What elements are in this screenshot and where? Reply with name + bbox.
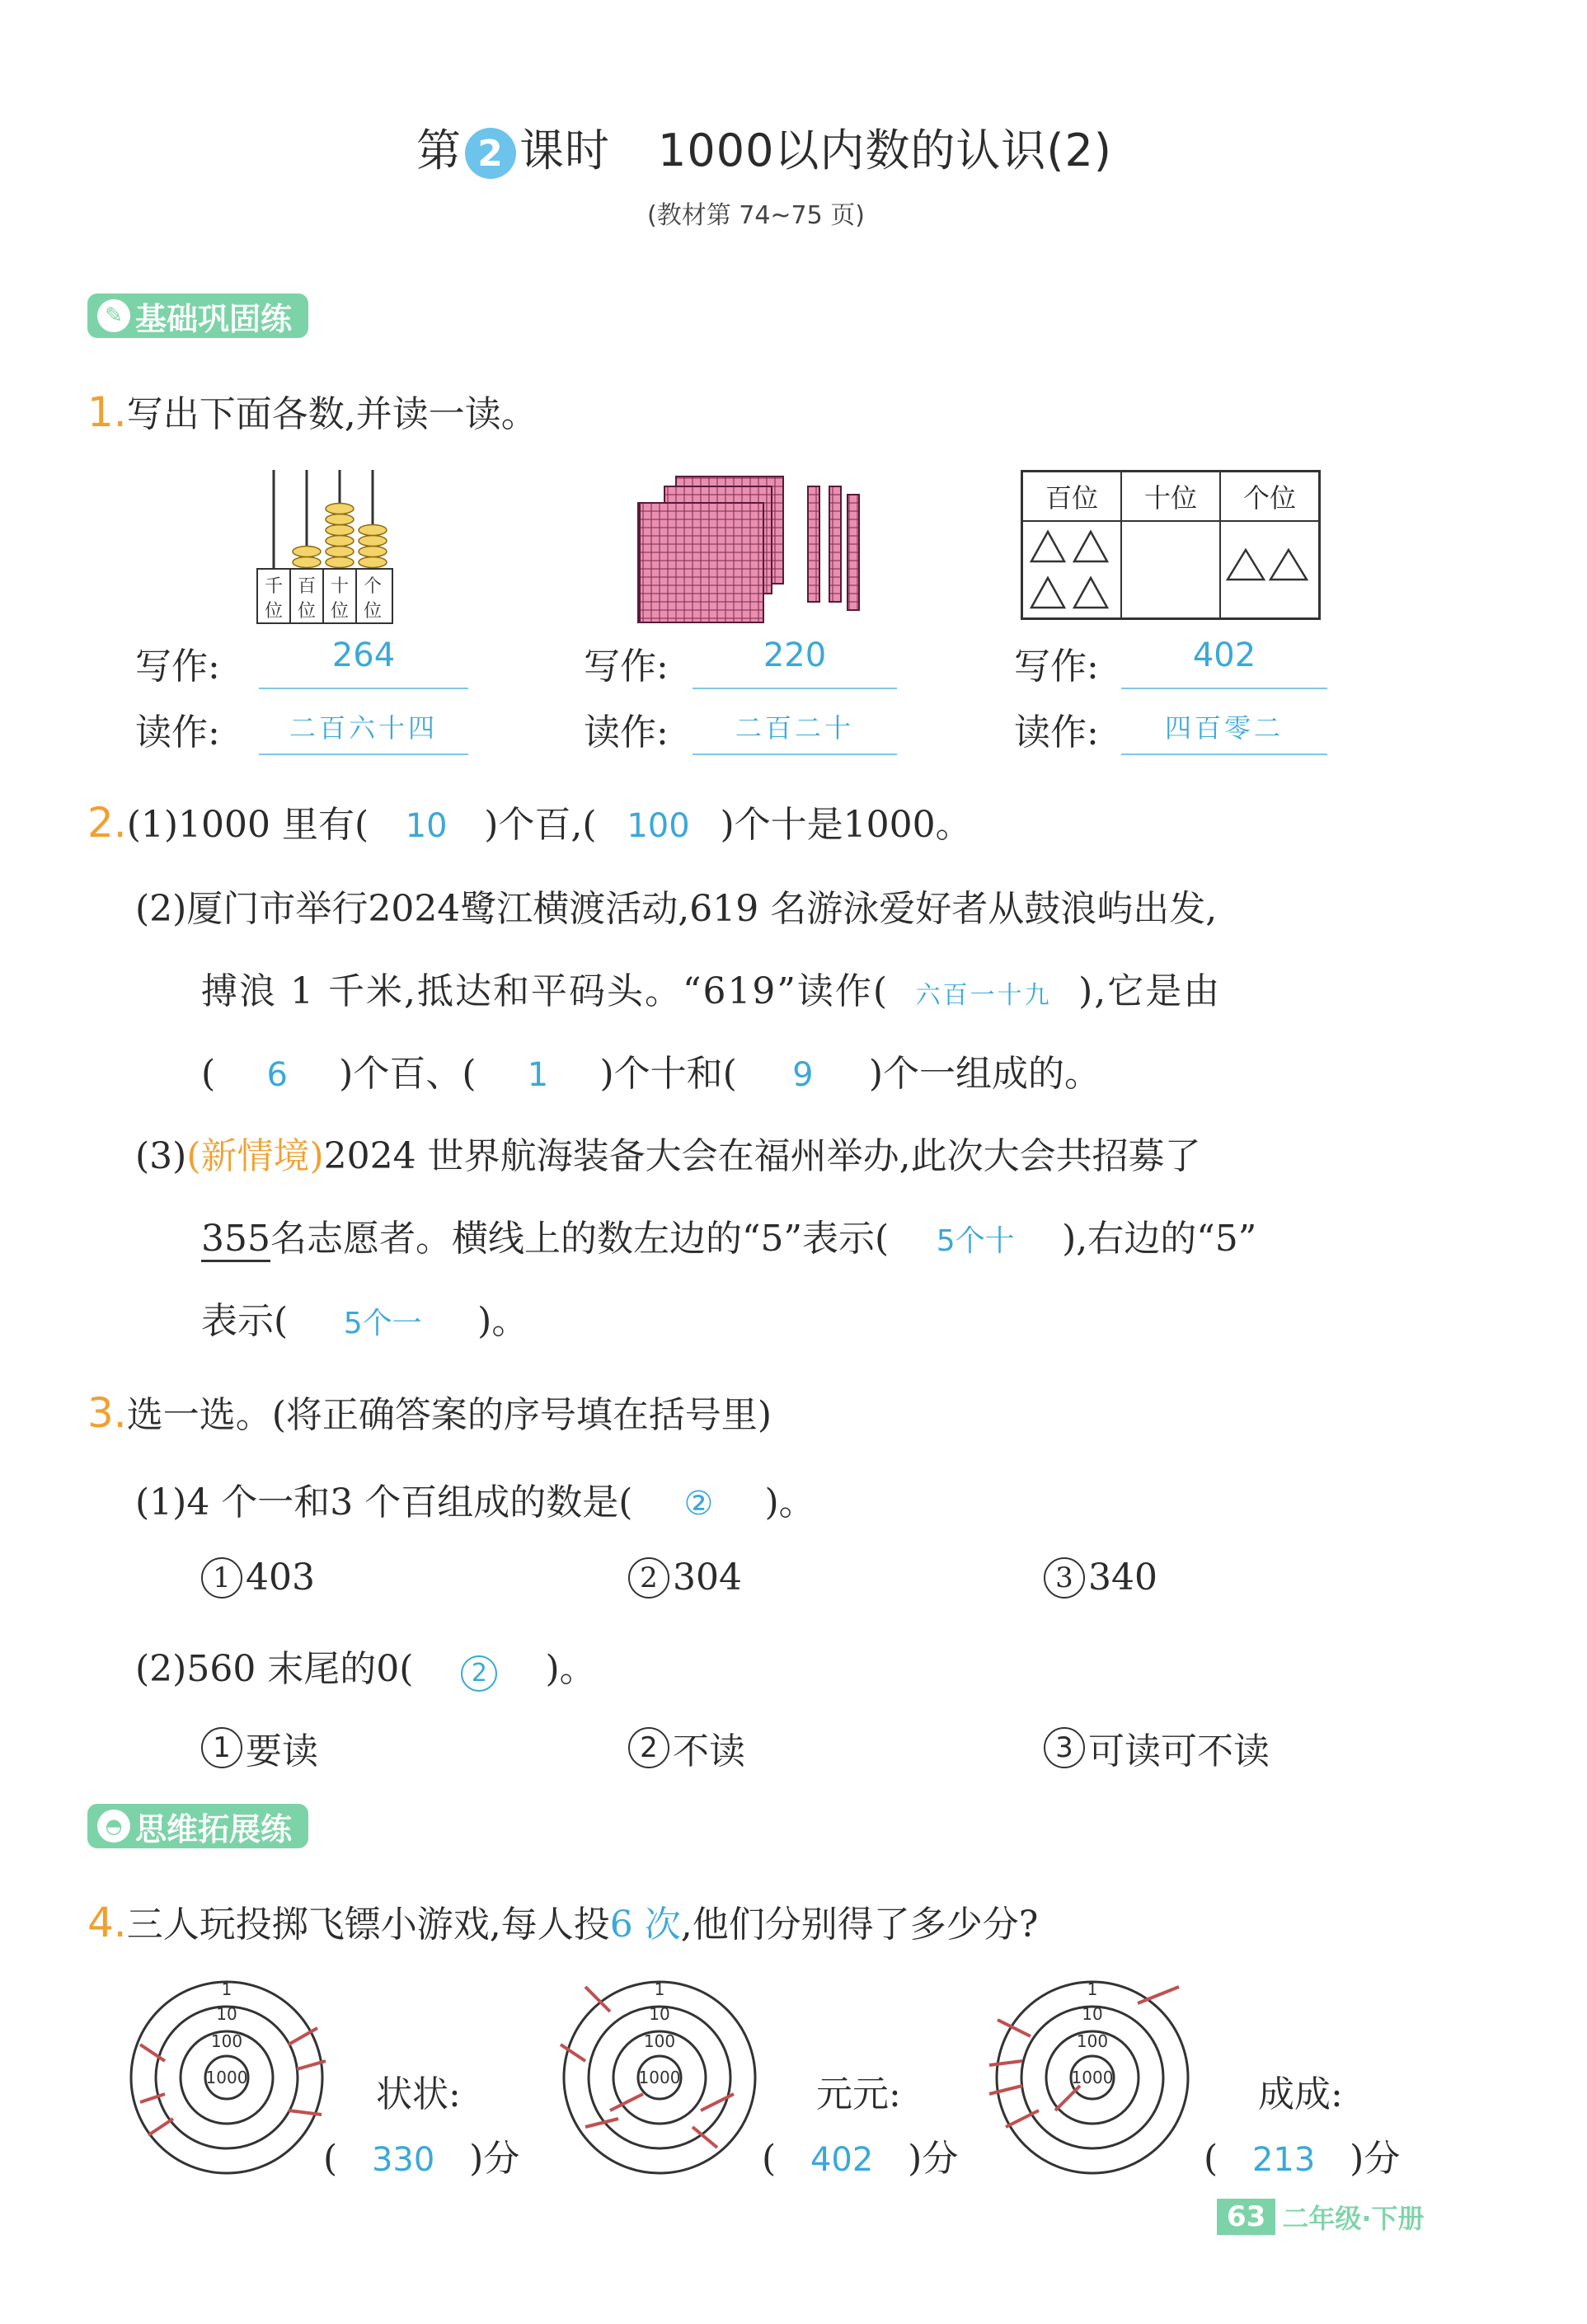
abacus-bead: [293, 547, 321, 557]
question-3: 3.选一选。(将正确答案的序号填在括号里): [87, 1389, 772, 1437]
question-2-part-2-line-1: (2)厦门市举行2024鹭江横渡活动,619 名游泳爱好者从鼓浪屿出发,: [135, 888, 1218, 930]
ring-label-1: 1: [221, 1979, 232, 1999]
answer-choice-2: [413, 1648, 545, 1692]
score-answer-3: 213: [1251, 2141, 1316, 2179]
graduation-cap-icon: ◓: [97, 1810, 130, 1843]
write-label-2: 写作:: [584, 646, 669, 688]
read-label-2: 读作:: [584, 711, 669, 754]
question-2-part-3-line-3: 表示( 5个一 )。: [201, 1300, 528, 1342]
table-header-tens: 十位: [1122, 472, 1221, 522]
answer-right-5: 5个一: [343, 1307, 422, 1340]
question-1: 1.写出下面各数,并读一读。: [87, 388, 538, 436]
section-badge-basic: ✎ 基础巩固练: [87, 293, 308, 338]
base-ten-blocks-figure: [635, 470, 866, 627]
choice-1-option-1[interactable]: 1 403: [201, 1556, 315, 1599]
read-answer-1: 二百六十四: [259, 707, 468, 755]
write-answer-1: 264: [259, 636, 468, 689]
underlined-number: 355: [201, 1218, 270, 1262]
abacus-bead: [359, 525, 387, 536]
question-4: 4.三人玩投掷飞镖小游戏,每人投6 次,他们分别得了多少分?: [87, 1899, 1039, 1946]
svg-text:位: 位: [330, 601, 350, 622]
abacus-bead: [359, 547, 387, 557]
abacus-bead: [326, 547, 354, 557]
player-name-2: 元元:: [816, 2073, 901, 2115]
place-value-table: [1021, 470, 1321, 620]
textbook-reference: (教材第 74~75 页): [647, 201, 865, 230]
abacus-label-thousands: 千: [264, 576, 284, 597]
grade-label: 二年级·下册: [1282, 2203, 1425, 2234]
cell-tens: [1122, 522, 1221, 617]
write-label-3: 写作:: [1014, 646, 1099, 688]
write-answer-3: 402: [1121, 636, 1327, 689]
ring-label-100: 100: [1076, 2031, 1109, 2051]
ring-label-1: 1: [654, 1979, 665, 1999]
abacus-bead: [326, 525, 354, 536]
ring-label-10: 10: [649, 2004, 670, 2024]
answer-619-tens: 1: [527, 1056, 549, 1094]
player-name-3: 成成:: [1258, 2073, 1343, 2115]
abacus-bead: [359, 557, 387, 568]
abacus-figure: [256, 462, 404, 627]
write-label-1: 写作:: [135, 646, 220, 688]
page-number: 63: [1217, 2199, 1275, 2235]
abacus-bead: [326, 514, 354, 525]
svg-text:位: 位: [264, 601, 284, 622]
lesson-number-badge: 2: [465, 128, 516, 179]
player-score-row-2: ( 402 )分: [762, 2138, 959, 2180]
read-answer-3: 四百零二: [1121, 707, 1327, 755]
question-2-part-2-line-2: 搏浪 1 千米,抵达和平码头。“619”读作( 六百一十九 ),它是由: [201, 970, 1222, 1012]
lesson-topic: 1000以内数的认识(2): [658, 124, 1112, 176]
triangle-icon: [1023, 522, 1119, 614]
question-2-part-1: 2.(1)1000 里有( 10 )个百,( 100 )个十是1000。: [87, 799, 972, 847]
choice-2-option-2[interactable]: 2 不读: [628, 1721, 745, 1774]
answer-choice-2-circle: 2: [461, 1655, 497, 1692]
question-3-part-2: (2)560 末尾的0( 2 )。: [135, 1648, 596, 1690]
score-answer-2: 402: [810, 2141, 874, 2179]
answer-left-5: 5个十: [936, 1224, 1015, 1258]
answer-choice-1: ②: [683, 1485, 714, 1523]
triangle-icon: [1221, 522, 1317, 614]
page-footer: [1217, 2198, 1425, 2236]
ring-label-1000: 1000: [1071, 2068, 1114, 2087]
question-2-part-3-line-2: 355名志愿者。横线上的数左边的“5”表示( 5个十 ),右边的“5”: [201, 1209, 1256, 1261]
pencil-icon: ✎: [97, 299, 130, 332]
abacus-label-ones: 个: [363, 576, 383, 597]
question-3-part-1: (1)4 个一和3 个百组成的数是( ② )。: [135, 1481, 815, 1524]
new-context-tag: (新情境): [186, 1135, 324, 1177]
table-header-ones: 个位: [1221, 472, 1318, 522]
abacus-bead: [326, 504, 354, 514]
ring-label-1: 1: [1087, 1979, 1098, 1999]
ring-label-10: 10: [1082, 2004, 1103, 2024]
abacus-bead: [359, 536, 387, 547]
ring-label-100: 100: [643, 2031, 676, 2051]
ring-label-100: 100: [210, 2031, 243, 2051]
cell-hundreds: [1023, 522, 1122, 617]
read-label-3: 读作:: [1014, 711, 1099, 754]
question-2-part-3-line-1: (3)(新情境)2024 世界航海装备大会在福州举办,此次大会共招募了: [135, 1135, 1201, 1177]
answer-619-ones: 9: [792, 1056, 814, 1094]
write-answer-2: 220: [693, 636, 897, 689]
svg-text:位: 位: [297, 601, 317, 622]
svg-text:位: 位: [363, 601, 383, 622]
player-score-row-3: ( 213 )分: [1204, 2138, 1401, 2180]
dartboard-3: [981, 1970, 1195, 2176]
dartboard-2: [552, 1970, 767, 2176]
abacus-bead: [293, 557, 321, 568]
dartboard-1: [124, 1970, 338, 2176]
read-answer-2: 二百二十: [693, 707, 897, 755]
choice-2-option-1[interactable]: 1 要读: [201, 1721, 318, 1774]
ring-label-1000: 1000: [205, 2068, 248, 2087]
throws-count: 6 次: [609, 1904, 681, 1946]
answer-tens-in-1000: 100: [627, 807, 690, 845]
abacus-label-hundreds: 百: [297, 576, 317, 597]
ring-label-1000: 1000: [638, 2068, 681, 2087]
choice-1-option-3[interactable]: 3 340: [1044, 1556, 1157, 1599]
score-answer-1: 330: [371, 2141, 435, 2179]
page-title: 第 2 课时 1000以内数的认识(2): [416, 115, 1112, 179]
answer-619-reading: 六百一十九: [915, 981, 1052, 1010]
abacus-label-tens: 十: [330, 576, 350, 597]
question-2-part-2-line-3: ( 6 )个百、( 1 )个十和( 9 )个一组成的。: [201, 1053, 1101, 1095]
cell-ones: [1221, 522, 1318, 617]
table-header-hundreds: 百位: [1023, 472, 1122, 522]
abacus-bead: [326, 536, 354, 547]
answer-619-hundreds: 6: [266, 1056, 288, 1094]
player-name-1: 状状:: [376, 2073, 461, 2115]
read-label-1: 读作:: [135, 711, 220, 754]
ring-label-10: 10: [216, 2004, 237, 2024]
answer-hundreds-in-1000: 10: [405, 807, 448, 845]
choice-1-option-2[interactable]: 2 304: [628, 1556, 742, 1599]
abacus-bead: [326, 557, 354, 568]
player-score-row-1: ( 330 )分: [323, 2138, 520, 2180]
section-badge-extend: ◓ 思维拓展练: [87, 1804, 308, 1848]
choice-2-option-3[interactable]: 3 可读可不读: [1044, 1721, 1270, 1774]
